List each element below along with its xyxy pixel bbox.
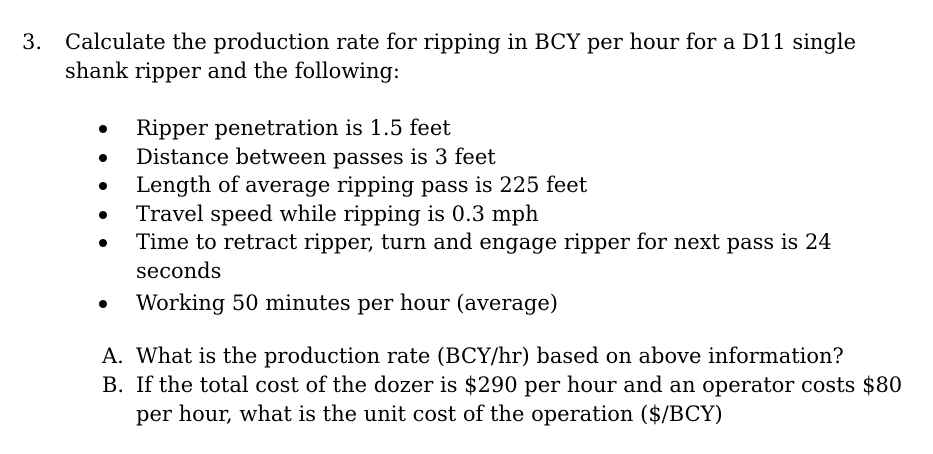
sub-question-text: If the total cost of the dozer is $290 per hour and an operator costs $80 per hour, what is the unit cost of the operation ($/BCY) [136,373,903,426]
sub-question-text: What is the production rate (BCY/hr) based on above information? [136,344,844,368]
list-item [96,200,886,229]
question-number: 3. [22,30,43,54]
question-text: Calculate the production rate for ripping in BCY per hour for a D11 single shank ripper and the following: [65,30,857,83]
list-item [96,143,886,172]
list-item-text: Time to retract ripper, turn and engage ripper for next pass is 24 seconds [136,230,832,283]
bullet-icon [99,239,107,247]
list-item [96,114,886,143]
list-item-text: Distance between passes is 3 feet [136,144,496,169]
sub-questions-list [102,342,912,429]
bullet-icon [99,300,107,308]
sub-question-letter: A. [102,344,124,368]
bullet-icon [99,182,107,190]
bullet-icon [99,154,107,162]
list-item [96,171,886,200]
sub-question-letter: B. [102,373,125,397]
list-item [96,289,886,318]
list-item-text: Travel speed while ripping is 0.3 mph [136,201,539,226]
list-item-text: Ripper penetration is 1.5 feet [136,116,451,140]
bullet-icon [99,211,107,219]
question-3 [22,28,902,86]
list-item [96,228,886,285]
given-conditions-list [96,114,886,318]
list-item-text: Working 50 minutes per hour (average) [136,291,558,315]
bullet-icon [99,125,107,133]
sub-question-a [102,342,912,371]
list-item-text: Length of average ripping pass is 225 feet [136,173,588,197]
sub-question-b [102,371,912,429]
